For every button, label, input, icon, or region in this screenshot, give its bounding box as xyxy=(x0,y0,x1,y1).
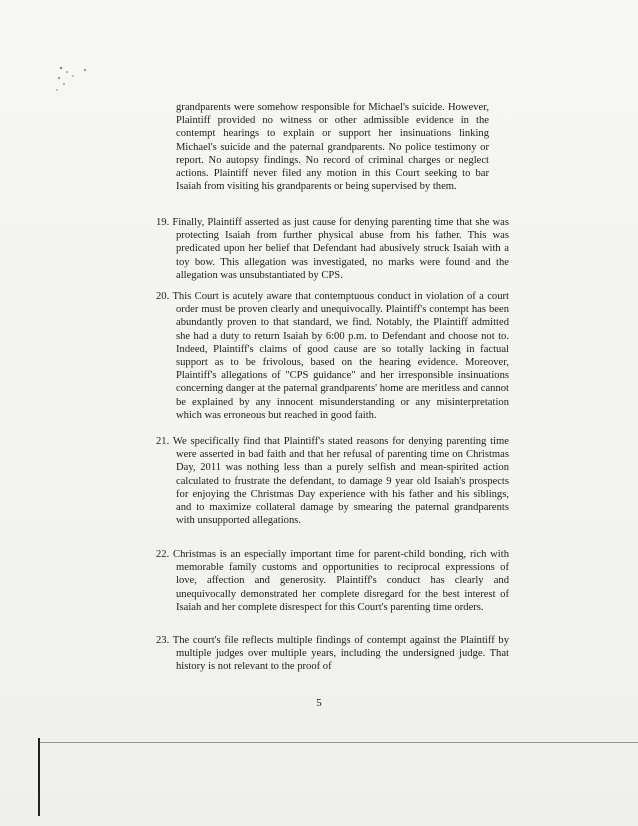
continued-paragraph: grandparents were somehow responsible for Michael's suicide. However, Plaintiff provided no witness or other admissible evidence in the contempt hearings to explain or support her insinuations linking Michael's suicide and the paternal grandparents. No police testimony or report. No autopsy findings. No record of criminal charges or neglect actions. Plaintiff never filed any motion in this Court seeking to bar Isaiah from visiting his grandparents or being supervised by them. xyxy=(176,102,489,193)
page-number: 5 xyxy=(316,697,322,709)
paragraph-number: 19. xyxy=(156,217,170,228)
paragraph-19 xyxy=(156,216,509,282)
paragraph-text: This Court is acutely aware that contemptuous conduct in violation of a court order must be proven clearly and unequivocally. Plaintiff's contempt has been abundantly proven to that standard, we find. Notably, the Plaintiff admitted she had a duty to return Isaiah by 6:00 p.m. to Defendant and choose not to. Indeed, Plaintiff's claims of good cause are so totally lacking in factual support as to be frivolous, based on the hearing evidence. Moreover, Plaintiff's allegations of "CPS guidance" and her irresponsible insinuations concerning danger at the paternal grandparents' home are meritless and cannot be explained by any innocent misunderstanding or any misinterpretation which was erroneous but reached in good faith. xyxy=(172,291,509,421)
paragraph-number: 23. xyxy=(156,635,170,646)
paragraph-text: We specifically find that Plaintiff's stated reasons for denying parenting time were asserted in bad faith and that her refusal of parenting time on Christmas Day, 2011 was nothing less than a purely selfish and mean-spirited action calculated to frustrate the defendant, to damage 9 year old Isaiah's prospects for enjoying the Christmas Day experience with his father and his siblings, and to maximize collateral damage by smearing the paternal grandparents with unsupported allegations. xyxy=(172,436,509,527)
scan-margin-bar xyxy=(38,738,40,816)
paragraph-number: 20. xyxy=(156,291,170,302)
scan-edge-line xyxy=(40,742,638,743)
paragraph-number: 21. xyxy=(156,436,170,447)
paragraph-number: 22. xyxy=(156,549,170,560)
paragraph-22 xyxy=(156,548,509,614)
paragraph-text: Christmas is an especially important time for parent-child bonding, rich with memorable family customs and opportunities to reciprocal expressions of love, affection and generosity. Plaintiff's conduct has clearly and unequivocally demonstrated her complete disregard for the best interest of Isaiah and her complete disrespect for this Court's parenting time orders. xyxy=(173,549,509,613)
scan-artifact-marks xyxy=(55,62,115,102)
paragraph-23 xyxy=(156,634,509,674)
paragraph-text: The court's file reflects multiple findings of contempt against the Plaintiff by multiple judges over multiple years, including the undersigned judge. That history is not relevant to the proof of xyxy=(172,635,509,673)
paragraph-21 xyxy=(156,435,509,527)
paragraph-text: Finally, Plaintiff asserted as just cause for denying parenting time that she was protecting Isaiah from further physical abuse from his father. This was predicated upon her belief that Defendant had abusively struck Isaiah with a toy bow. This allegation was investigated, no marks were found and the allegation was unsubstantiated by CPS. xyxy=(172,217,509,281)
paragraph-20 xyxy=(156,290,509,422)
